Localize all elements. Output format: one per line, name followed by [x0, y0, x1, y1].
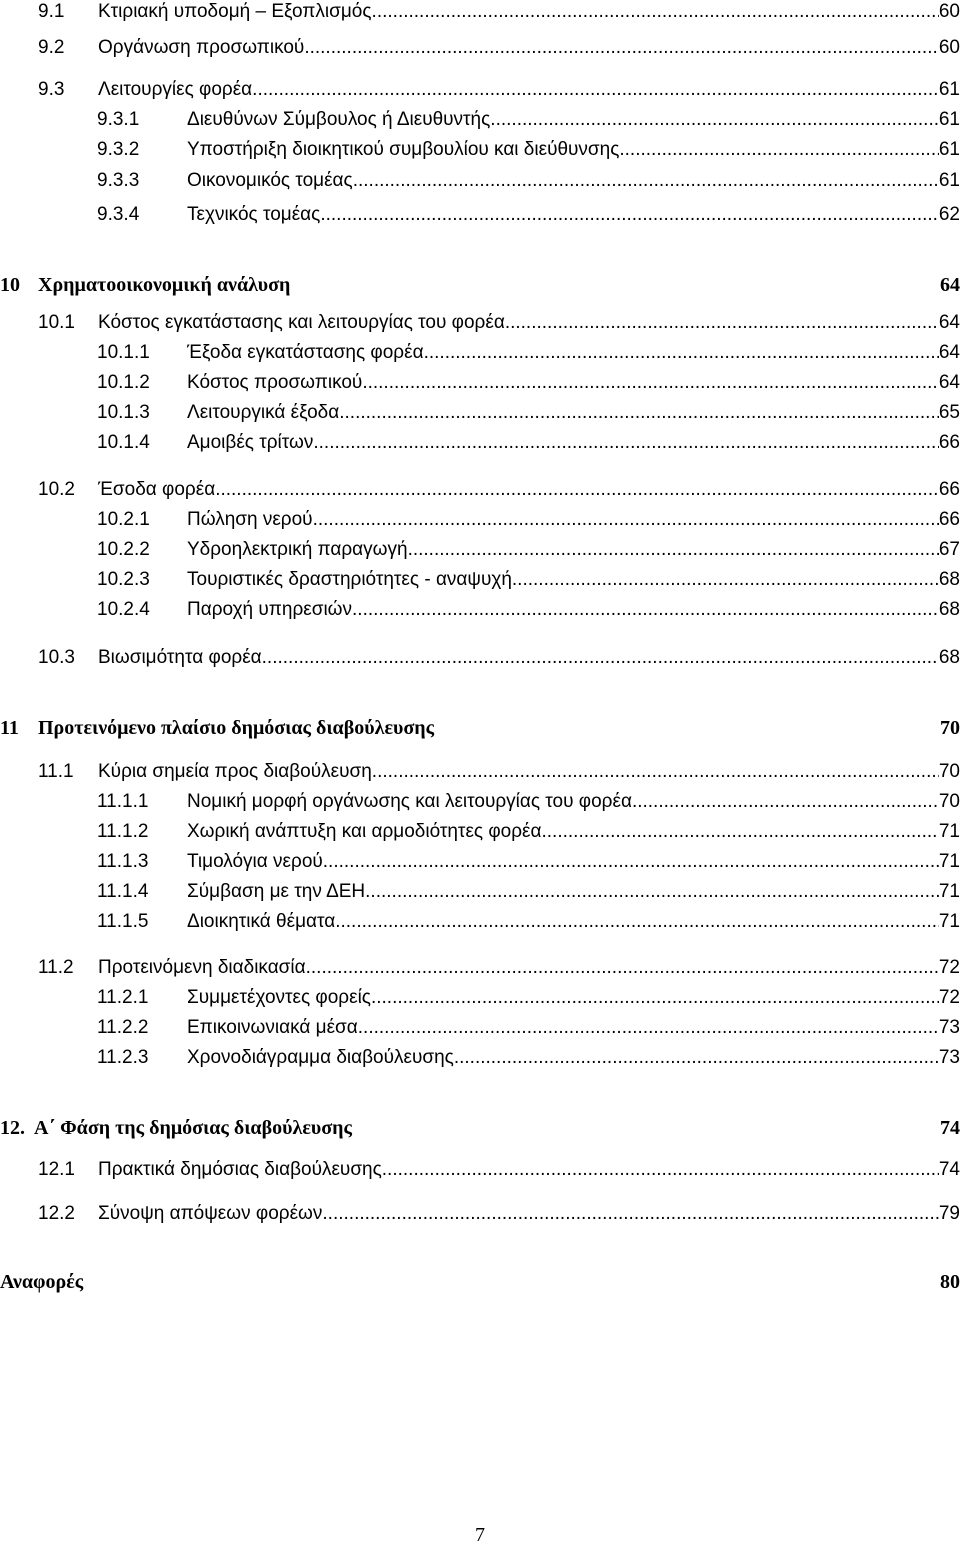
toc-entry-number: 12.	[0, 1117, 25, 1139]
toc-entry-page: 67	[938, 539, 960, 560]
toc-entry-number: 11.1.4	[97, 881, 149, 902]
toc-entry-title: Κόστος προσωπικού	[187, 372, 363, 393]
toc-leader-dots	[454, 1046, 939, 1070]
toc-entry-title: Παροχή υπηρεσιών	[187, 599, 353, 620]
toc-entry-title: Αναφορές	[0, 1271, 84, 1293]
toc-entry[interactable]	[0, 910, 960, 934]
toc-entry-title: Συμμετέχοντες φορείς	[187, 987, 371, 1008]
toc-entry-page: 70	[938, 791, 960, 812]
toc-entry-title: Χωρική ανάπτυξη και αρμοδιότητες φορέα	[187, 821, 542, 842]
toc-entry[interactable]	[0, 956, 960, 980]
toc-leader-dots	[353, 169, 939, 193]
toc-entry-number: 9.3.1	[97, 109, 140, 130]
toc-entry-number: 9.1	[38, 1, 65, 22]
toc-entry[interactable]	[0, 568, 960, 592]
toc-entry[interactable]	[0, 203, 960, 227]
toc-entry-page: 62	[938, 204, 960, 225]
toc-entry-number: 10.2.3	[97, 569, 150, 590]
toc-entry-page: 61	[938, 79, 960, 100]
toc-entry-page: 79	[938, 1203, 960, 1224]
toc-entry-title: Οικονομικός τομέας	[187, 170, 353, 191]
toc-entry[interactable]	[0, 401, 960, 425]
toc-entry-page: 65	[938, 402, 960, 423]
toc-entry-page: 60	[938, 1, 960, 22]
toc-leader-dots	[322, 1202, 938, 1226]
toc-leader-dots	[382, 1158, 939, 1182]
toc-entry[interactable]	[0, 986, 960, 1010]
toc-leader-dots	[215, 478, 939, 502]
toc-leader-dots	[352, 598, 939, 622]
toc-entry[interactable]	[0, 311, 960, 335]
toc-entry-page: 68	[938, 647, 960, 668]
toc-entry-title: Διευθύνων Σύμβουλος ή Διευθυντής	[187, 109, 491, 130]
toc-entry[interactable]	[0, 508, 960, 532]
toc-entry-number: 11.1.5	[97, 911, 149, 932]
toc-entry-title: Προτεινόμενη διαδικασία	[98, 957, 306, 978]
toc-entry-page: 64	[938, 372, 960, 393]
toc-entry-number: 10.1.2	[97, 372, 150, 393]
toc-entry[interactable]	[0, 36, 960, 60]
toc-entry-number: 11	[0, 717, 19, 739]
toc-entry-number: 10.2.2	[97, 539, 150, 560]
toc-entry-title: Σύνοψη απόψεων φορέων	[98, 1203, 323, 1224]
toc-entry[interactable]	[0, 169, 960, 193]
toc-entry-title: Χρηματοοικονομική ανάλυση	[38, 274, 291, 296]
toc-entry-number: 10.1.4	[97, 432, 150, 453]
toc-entry-title: Νομική μορφή οργάνωσης και λειτουργίας του φορέα	[187, 791, 632, 812]
toc-entry[interactable]	[0, 820, 960, 844]
toc-entry-page: 70	[938, 761, 960, 782]
toc-entry-number: 10.2	[38, 479, 75, 500]
toc-entry-title: Κτιριακή υποδομή – Εξοπλισμός	[98, 1, 372, 22]
toc-entry-number: 9.3.2	[97, 139, 140, 160]
toc-entry-title: Τεχνικός τομέας	[187, 204, 321, 225]
toc-entry-title: Πώληση νερού	[187, 509, 313, 530]
toc-leader-dots	[252, 78, 939, 102]
toc-leader-dots	[304, 36, 939, 60]
toc-entry-number: 11.1.3	[97, 851, 149, 872]
toc-entry[interactable]	[0, 341, 960, 365]
toc-entry-number: 9.2	[38, 37, 65, 58]
toc-leader-dots	[365, 880, 939, 904]
toc-entry-number: 10.2.1	[97, 509, 150, 530]
toc-leader-dots	[313, 431, 939, 455]
toc-entry-title: Λειτουργικά έξοδα	[187, 402, 340, 423]
toc-entry-title: Σύμβαση με την ΔΕΗ	[187, 881, 366, 902]
toc-entry-number: 10.1.1	[97, 342, 150, 363]
toc-entry-page: 64	[940, 274, 960, 296]
toc-entry-page: 71	[938, 911, 960, 932]
toc-entry[interactable]	[0, 1046, 960, 1070]
toc-entry-title: Κόστος εγκατάστασης και λειτουργίας του φορέα	[98, 312, 505, 333]
toc-entry[interactable]	[0, 1270, 960, 1294]
toc-leader-dots	[542, 820, 939, 844]
toc-entry-title: Έξοδα εγκατάστασης φορέα	[187, 342, 424, 363]
toc-entry-number: 10.1.3	[97, 402, 150, 423]
toc-entry-page: 68	[938, 569, 960, 590]
toc-leader-dots	[335, 910, 939, 934]
toc-entry-title: Αμοιβές τρίτων	[187, 432, 314, 453]
toc-entry-page: 74	[940, 1117, 960, 1139]
toc-entry-title: Επικοινωνιακά μέσα	[187, 1017, 358, 1038]
toc-entry[interactable]	[0, 880, 960, 904]
toc-entry-page: 66	[938, 509, 960, 530]
toc-entry-title: Πρακτικά δημόσιας διαβούλευσης	[98, 1159, 382, 1180]
toc-entry-page: 71	[938, 821, 960, 842]
toc-entry-title: Τουριστικές δραστηριότητες - αναψυχή	[187, 569, 512, 590]
toc-entry[interactable]	[0, 138, 960, 162]
toc-entry-title: Έσοδα φορέα	[98, 479, 216, 500]
toc-entry-page: 73	[938, 1017, 960, 1038]
toc-entry-page: 71	[938, 881, 960, 902]
toc-leader-dots	[323, 850, 939, 874]
toc-entry-title: Προτεινόμενο πλαίσιο δημόσιας διαβούλευσης	[38, 717, 435, 739]
toc-leader-dots	[320, 203, 939, 227]
toc-entry-number: 11.2.2	[97, 1017, 149, 1038]
toc-leader-dots	[339, 401, 939, 425]
toc-entry-number: 11.1.2	[97, 821, 149, 842]
toc-entry-page: 66	[938, 479, 960, 500]
toc-entry[interactable]	[0, 760, 960, 784]
toc-leader-dots	[408, 538, 939, 562]
toc-entry-number: 9.3.3	[97, 170, 140, 191]
toc-leader-dots	[505, 311, 939, 335]
toc-entry[interactable]	[0, 371, 960, 395]
toc-entry-page: 70	[940, 717, 960, 739]
toc-entry[interactable]	[0, 716, 960, 740]
toc-entry-number: 11.2	[38, 957, 74, 978]
toc-entry-page: 60	[938, 37, 960, 58]
toc-entry-page: 72	[938, 987, 960, 1008]
toc-leader-dots	[372, 760, 939, 784]
toc-entry-page: 80	[940, 1271, 960, 1293]
toc-entry-title: Οργάνωση προσωπικού	[98, 37, 305, 58]
toc-entry-number: 11.2.1	[97, 987, 149, 1008]
toc-leader-dots	[262, 646, 939, 670]
toc-entry-number: 10.3	[38, 647, 75, 668]
toc-entry[interactable]	[0, 1202, 960, 1226]
toc-leader-dots	[632, 790, 939, 814]
toc-entry[interactable]	[0, 78, 960, 102]
toc-entry[interactable]	[0, 646, 960, 670]
toc-entry-page: 71	[938, 851, 960, 872]
toc-entry-title: Λειτουργίες φορέα	[98, 79, 253, 100]
toc-entry-page: 61	[938, 170, 960, 191]
toc-entry-number: 10.2.4	[97, 599, 150, 620]
toc-leader-dots	[362, 371, 939, 395]
toc-entry-title: Υδροηλεκτρική παραγωγή	[187, 539, 408, 560]
toc-entry[interactable]	[0, 790, 960, 814]
toc-leader-dots	[372, 0, 939, 24]
toc-leader-dots	[358, 1016, 939, 1040]
toc-entry-number: 10	[0, 274, 20, 296]
toc-leader-dots	[371, 986, 939, 1010]
toc-leader-dots	[306, 956, 939, 980]
toc-leader-dots	[490, 108, 939, 132]
toc-entry[interactable]	[0, 478, 960, 502]
toc-entry-title: Βιωσιμότητα φορέα	[98, 647, 262, 668]
toc-entry[interactable]	[0, 538, 960, 562]
toc-entry-page: 64	[938, 342, 960, 363]
toc-entry-page: 64	[938, 312, 960, 333]
toc-entry[interactable]	[0, 0, 960, 24]
toc-entry-title: Χρονοδιάγραμμα διαβούλευσης	[187, 1047, 454, 1068]
toc-entry-number: 11.2.3	[97, 1047, 149, 1068]
toc-entry-page: 66	[938, 432, 960, 453]
toc-entry-page: 73	[938, 1047, 960, 1068]
toc-entry-number: 9.3	[38, 79, 65, 100]
toc-entry-page: 72	[938, 957, 960, 978]
toc-entry[interactable]	[0, 598, 960, 622]
toc-leader-dots	[313, 508, 939, 532]
toc-entry-number: 9.3.4	[97, 204, 140, 225]
toc-entry-number: 12.1	[38, 1159, 75, 1180]
toc-entry-page: 61	[938, 139, 960, 160]
toc-entry-page: 68	[938, 599, 960, 620]
toc-entry[interactable]	[0, 108, 960, 132]
toc-entry-page: 74	[938, 1159, 960, 1180]
page-number: 7	[475, 1524, 485, 1546]
toc-entry[interactable]	[0, 1116, 960, 1140]
toc-leader-dots	[512, 568, 939, 592]
toc-leader-dots	[619, 138, 938, 162]
toc-entry-page: 61	[938, 109, 960, 130]
toc-entry[interactable]	[0, 850, 960, 874]
toc-leader-dots	[424, 341, 939, 365]
toc-entry[interactable]	[0, 431, 960, 455]
toc-entry-title: Κύρια σημεία προς διαβούλευση	[98, 761, 372, 782]
toc-entry[interactable]	[0, 1158, 960, 1182]
toc-entry-number: 11.1.1	[97, 791, 149, 812]
toc-entry[interactable]	[0, 1016, 960, 1040]
toc-entry-title: Υποστήριξη διοικητικού συμβουλίου και διεύθυνσης	[187, 139, 620, 160]
toc-entry-number: 12.2	[38, 1203, 75, 1224]
toc-entry[interactable]	[0, 273, 960, 297]
toc-entry-title: Α΄ Φάση της δημόσιας διαβούλευσης	[34, 1117, 352, 1139]
toc-entry-title: Διοικητικά θέματα	[187, 911, 336, 932]
toc-entry-number: 11.1	[38, 761, 74, 782]
toc-entry-title: Τιμολόγια νερού	[187, 851, 323, 872]
toc-entry-number: 10.1	[38, 312, 75, 333]
